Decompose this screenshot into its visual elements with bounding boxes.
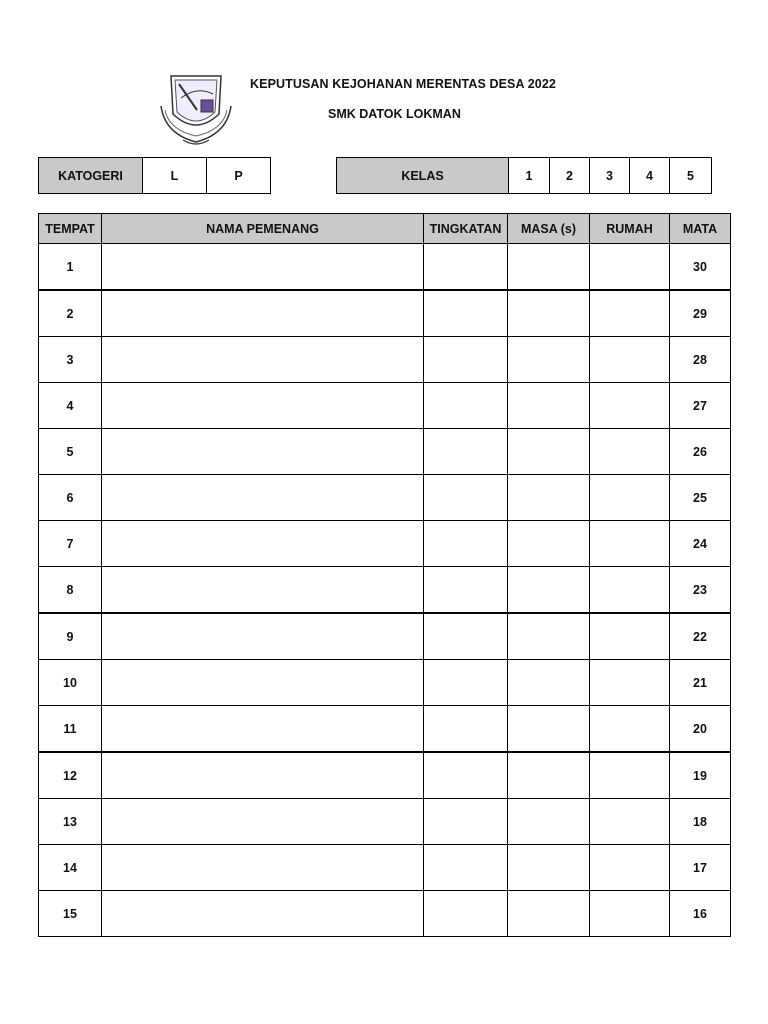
masa-cell[interactable] — [508, 891, 590, 937]
tempat-cell: 15 — [39, 891, 102, 937]
kelas-table — [336, 157, 712, 194]
header-tempat: TEMPAT — [39, 214, 102, 244]
kelas-option-3: 3 — [590, 158, 630, 194]
kategori-label: KATOGERI — [39, 158, 143, 194]
kelas-option-4: 4 — [630, 158, 670, 194]
masa-cell[interactable] — [508, 845, 590, 891]
header-masa: MASA (s) — [508, 214, 590, 244]
table-row — [39, 521, 731, 567]
nama-pemenang-cell[interactable] — [102, 845, 424, 891]
rumah-cell[interactable] — [590, 429, 670, 475]
masa-cell[interactable] — [508, 613, 590, 660]
mata-cell: 23 — [670, 567, 731, 614]
nama-pemenang-cell[interactable] — [102, 891, 424, 937]
tingkatan-cell[interactable] — [424, 799, 508, 845]
rumah-cell[interactable] — [590, 383, 670, 429]
tempat-cell: 4 — [39, 383, 102, 429]
document-title: KEPUTUSAN KEJOHANAN MERENTAS DESA 2022 — [250, 77, 556, 91]
rumah-cell[interactable] — [590, 706, 670, 753]
tingkatan-cell[interactable] — [424, 290, 508, 337]
nama-pemenang-cell[interactable] — [102, 244, 424, 291]
mata-cell: 22 — [670, 613, 731, 660]
table-row — [39, 660, 731, 706]
masa-cell[interactable] — [508, 475, 590, 521]
kategori-table — [38, 157, 271, 194]
rumah-cell[interactable] — [590, 891, 670, 937]
masa-cell[interactable] — [508, 521, 590, 567]
kelas-option-5: 5 — [670, 158, 712, 194]
masa-cell[interactable] — [508, 660, 590, 706]
table-row — [39, 383, 731, 429]
mata-cell: 20 — [670, 706, 731, 753]
mata-cell: 18 — [670, 799, 731, 845]
masa-cell[interactable] — [508, 337, 590, 383]
masa-cell[interactable] — [508, 290, 590, 337]
tingkatan-cell[interactable] — [424, 706, 508, 753]
school-name: SMK DATOK LOKMAN — [328, 107, 461, 121]
mata-cell: 30 — [670, 244, 731, 291]
tingkatan-cell[interactable] — [424, 567, 508, 614]
tempat-cell: 2 — [39, 290, 102, 337]
nama-pemenang-cell[interactable] — [102, 290, 424, 337]
mata-cell: 28 — [670, 337, 731, 383]
rumah-cell[interactable] — [590, 660, 670, 706]
nama-pemenang-cell[interactable] — [102, 475, 424, 521]
nama-pemenang-cell[interactable] — [102, 706, 424, 753]
tempat-cell: 5 — [39, 429, 102, 475]
rumah-cell[interactable] — [590, 845, 670, 891]
rumah-cell[interactable] — [590, 244, 670, 291]
masa-cell[interactable] — [508, 567, 590, 614]
table-row — [39, 613, 731, 660]
kelas-option-1: 1 — [509, 158, 550, 194]
kelas-option-2: 2 — [550, 158, 590, 194]
nama-pemenang-cell[interactable] — [102, 613, 424, 660]
tingkatan-cell[interactable] — [424, 752, 508, 799]
mata-cell: 16 — [670, 891, 731, 937]
rumah-cell[interactable] — [590, 567, 670, 614]
masa-cell[interactable] — [508, 429, 590, 475]
tingkatan-cell[interactable] — [424, 383, 508, 429]
rumah-cell[interactable] — [590, 799, 670, 845]
kategori-option-p: P — [207, 158, 271, 194]
rumah-cell[interactable] — [590, 521, 670, 567]
rumah-cell[interactable] — [590, 613, 670, 660]
tempat-cell: 10 — [39, 660, 102, 706]
masa-cell[interactable] — [508, 799, 590, 845]
rumah-cell[interactable] — [590, 752, 670, 799]
tingkatan-cell[interactable] — [424, 845, 508, 891]
nama-pemenang-cell[interactable] — [102, 752, 424, 799]
masa-cell[interactable] — [508, 383, 590, 429]
tempat-cell: 9 — [39, 613, 102, 660]
results-table — [38, 213, 731, 937]
tingkatan-cell[interactable] — [424, 660, 508, 706]
table-row — [39, 244, 731, 291]
mata-cell: 27 — [670, 383, 731, 429]
kategori-option-l: L — [143, 158, 207, 194]
results-header-row — [39, 214, 731, 244]
rumah-cell[interactable] — [590, 290, 670, 337]
tingkatan-cell[interactable] — [424, 429, 508, 475]
table-row — [39, 290, 731, 337]
rumah-cell[interactable] — [590, 337, 670, 383]
tempat-cell: 3 — [39, 337, 102, 383]
mata-cell: 24 — [670, 521, 731, 567]
tingkatan-cell[interactable] — [424, 891, 508, 937]
table-row — [39, 752, 731, 799]
header-tingkatan: TINGKATAN — [424, 214, 508, 244]
table-row — [39, 475, 731, 521]
school-crest-icon — [157, 70, 235, 152]
nama-pemenang-cell[interactable] — [102, 429, 424, 475]
tempat-cell: 12 — [39, 752, 102, 799]
tempat-cell: 7 — [39, 521, 102, 567]
tingkatan-cell[interactable] — [424, 337, 508, 383]
nama-pemenang-cell[interactable] — [102, 521, 424, 567]
masa-cell[interactable] — [508, 706, 590, 753]
header-nama-pemenang: NAMA PEMENANG — [102, 214, 424, 244]
masa-cell[interactable] — [508, 752, 590, 799]
tingkatan-cell[interactable] — [424, 475, 508, 521]
header-rumah: RUMAH — [590, 214, 670, 244]
tempat-cell: 13 — [39, 799, 102, 845]
table-row — [39, 706, 731, 753]
tempat-cell: 11 — [39, 706, 102, 753]
mata-cell: 25 — [670, 475, 731, 521]
tingkatan-cell[interactable] — [424, 521, 508, 567]
rumah-cell[interactable] — [590, 475, 670, 521]
table-row — [39, 799, 731, 845]
table-row — [39, 429, 731, 475]
tempat-cell: 14 — [39, 845, 102, 891]
table-row — [39, 845, 731, 891]
mata-cell: 26 — [670, 429, 731, 475]
mata-cell: 21 — [670, 660, 731, 706]
mata-cell: 17 — [670, 845, 731, 891]
mata-cell: 19 — [670, 752, 731, 799]
masa-cell[interactable] — [508, 244, 590, 291]
nama-pemenang-cell[interactable] — [102, 660, 424, 706]
table-row — [39, 337, 731, 383]
nama-pemenang-cell[interactable] — [102, 337, 424, 383]
header-mata: MATA — [670, 214, 731, 244]
nama-pemenang-cell[interactable] — [102, 383, 424, 429]
tempat-cell: 8 — [39, 567, 102, 614]
nama-pemenang-cell[interactable] — [102, 567, 424, 614]
table-row — [39, 891, 731, 937]
tempat-cell: 6 — [39, 475, 102, 521]
mata-cell: 29 — [670, 290, 731, 337]
nama-pemenang-cell[interactable] — [102, 799, 424, 845]
kelas-label: KELAS — [337, 158, 509, 194]
table-row — [39, 567, 731, 614]
tempat-cell: 1 — [39, 244, 102, 291]
tingkatan-cell[interactable] — [424, 613, 508, 660]
tingkatan-cell[interactable] — [424, 244, 508, 291]
